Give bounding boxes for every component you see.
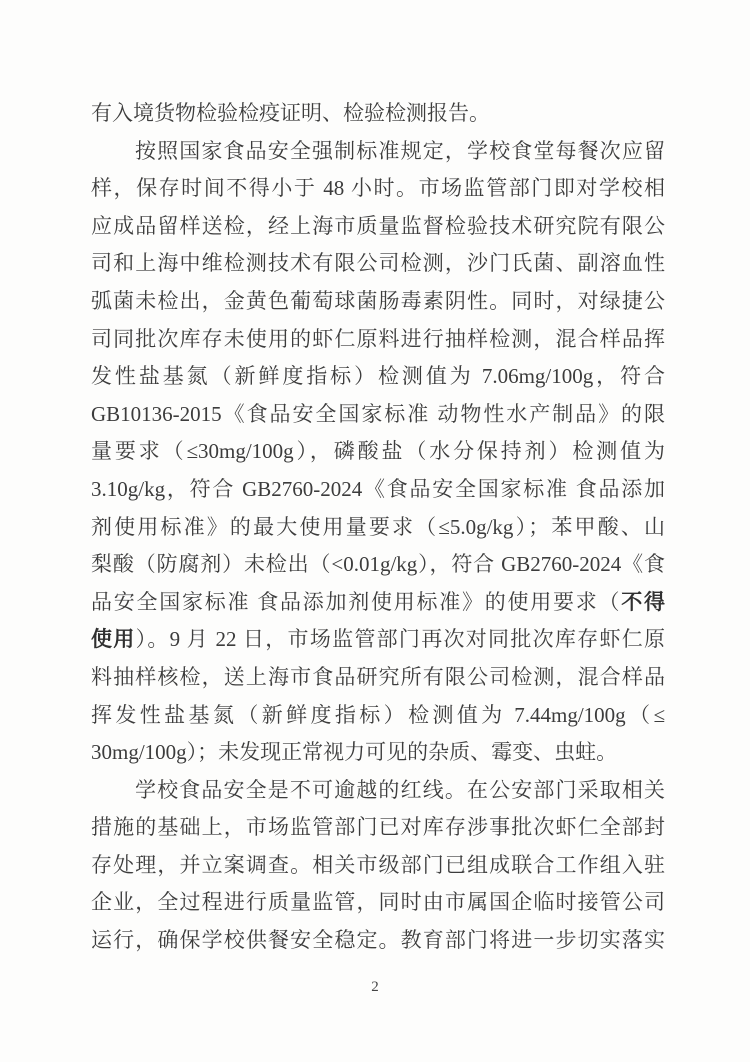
text-line [91, 433, 665, 471]
text-segment: 按照国家食品安全强制标准规定，学校食堂每餐次应留 [135, 138, 665, 163]
text-segment: 措施的基础上，市场监管部门已对库存涉事批次虾仁全部封 [91, 815, 665, 840]
bold-text-segment: 不得 [621, 589, 665, 614]
text-segment: 弧菌未检出，金黄色葡萄球菌肠毒素阴性。同时，对绿捷公 [91, 288, 665, 313]
text-segment: 司和上海中维检测技术有限公司检测，沙门氏菌、副溶血性 [91, 251, 665, 276]
text-segment: 学校食品安全是不可逾越的红线。在公安部门采取相关 [135, 777, 665, 802]
text-segment: 运行，确保学校供餐安全稳定。教育部门将进一步切实落实 [91, 928, 665, 953]
text-segment: 30mg/100g）；未发现正常视力可见的杂质、霉变、虫蛀。 [91, 740, 618, 765]
text-line [91, 283, 665, 321]
text-segment: 挥发性盐基氮（新鲜度指标）检测值为 7.44mg/100g（≤ [91, 702, 665, 727]
text-line [91, 884, 665, 922]
text-line [91, 546, 665, 584]
text-line [91, 321, 665, 359]
text-line [91, 584, 665, 622]
text-segment: 3.10g/kg，符合 GB2760-2024《食品安全国家标准 食品添加 [91, 476, 665, 501]
page-number: 2 [371, 979, 379, 995]
text-segment: GB10136-2015《食品安全国家标准 动物性水产制品》的限 [91, 401, 665, 426]
text-segment: 梨酸（防腐剂）未检出（<0.01g/kg），符合 GB2760-2024《食 [91, 552, 665, 577]
text-segment: 企业，全过程进行质量监管，同时由市属国企临时接管公司 [91, 890, 665, 915]
text-line [91, 170, 665, 208]
text-line [91, 509, 665, 547]
text-segment: 剂使用标准》的最大使用量要求（≤5.0g/kg）；苯甲酸、山 [91, 514, 665, 539]
text-line [91, 847, 665, 885]
text-line [91, 95, 665, 133]
text-line [91, 809, 665, 847]
text-segment: 量要求（≤30mg/100g），磷酸盐（水分保持剂）检测值为 [91, 439, 665, 464]
text-line [91, 133, 665, 171]
text-line [91, 922, 665, 960]
text-line [91, 396, 665, 434]
text-segment: ）。9 月 22 日，市场监管部门再次对同批次库存虾仁原 [135, 627, 666, 652]
text-line [91, 471, 665, 509]
text-line [91, 245, 665, 283]
text-segment: 应成品留样送检，经上海市质量监督检验技术研究院有限公 [91, 213, 665, 238]
text-segment: 司同批次库存未使用的虾仁原料进行抽样检测，混合样品挥 [91, 326, 665, 351]
bold-text-segment: 使用 [91, 627, 136, 652]
text-segment: 存处理，并立案调查。相关市级部门已组成联合工作组入驻 [91, 852, 665, 877]
text-segment: 有入境货物检验检疫证明、检验检测报告。 [91, 101, 490, 125]
text-segment: 品安全国家标准 食品添加剂使用标准》的使用要求（ [91, 589, 622, 614]
text-line [91, 621, 665, 659]
text-line [91, 208, 665, 246]
text-line [91, 772, 665, 810]
text-line [91, 358, 665, 396]
text-segment: 发性盐基氮（新鲜度指标）检测值为 7.06mg/100g，符合 [91, 364, 665, 389]
text-segment: 料抽样核检，送上海市食品研究所有限公司检测，混合样品 [91, 664, 665, 689]
text-segment: 样，保存时间不得小于 48 小时。市场监管部门即对学校相 [91, 176, 665, 201]
text-line [91, 659, 665, 697]
text-line [91, 734, 665, 772]
document-body [91, 95, 665, 960]
text-line [91, 697, 665, 735]
